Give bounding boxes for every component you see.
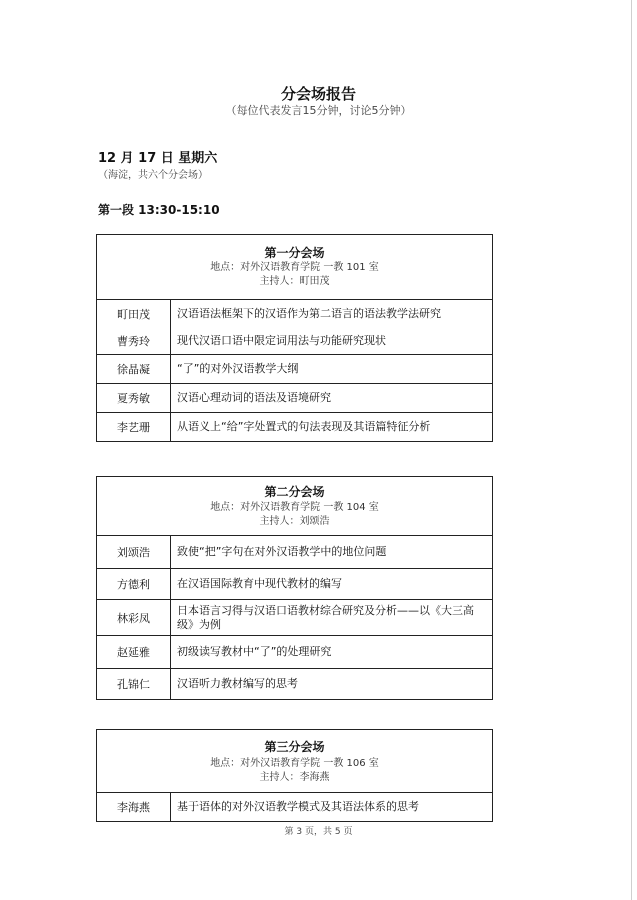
speaker-name: 孔锦仁 [97, 669, 171, 699]
venue-1-table [96, 234, 493, 442]
table-row [97, 412, 492, 441]
venue-3-location: 地点：对外汉语教育学院 一教 106 室 [210, 758, 379, 769]
venue-2-host: 主持人：刘颂浩 [259, 516, 330, 527]
table-row [97, 300, 492, 327]
session-date: 12 月 17 日 星期六 [98, 151, 218, 166]
table-row [97, 668, 492, 699]
segment-heading: 第一段 13:30-15:10 [98, 203, 220, 217]
talk-topic: 从语义上“给”字处置式的句法表现及其语篇特征分析 [177, 420, 431, 433]
speaker-name: 徐晶凝 [97, 355, 171, 383]
table-row [97, 793, 492, 821]
talk-topic: 在汉语国际教育中现代教材的编写 [177, 577, 342, 590]
venue-2-header [97, 477, 492, 536]
speaker-name: 曹秀玲 [97, 327, 171, 354]
session-date-note: （海淀，共六个分会场） [98, 170, 208, 181]
venue-2-table [96, 476, 493, 700]
speaker-name: 方德利 [97, 569, 171, 599]
speaker-name: 李海燕 [97, 793, 171, 821]
table-row [97, 599, 492, 635]
venue-1-host: 主持人：町田茂 [259, 276, 330, 287]
page-edge [631, 0, 632, 900]
talk-topic: 汉语听力教材编写的思考 [177, 677, 298, 690]
talk-topic: 现代汉语口语中限定词用法与功能研究现状 [177, 333, 386, 347]
venue-2-location: 地点：对外汉语教育学院 一教 104 室 [210, 502, 379, 513]
table-row [97, 383, 492, 412]
speaker-name: 町田茂 [97, 300, 171, 327]
speaker-name: 林彩凤 [97, 600, 171, 635]
talk-topic: “了”的对外汉语教学大纲 [177, 362, 299, 375]
venue-1-header [97, 235, 492, 300]
venue-1-name: 第一分会场 [264, 246, 325, 260]
talk-topic: 基于语体的对外汉语教学模式及其语法体系的思考 [177, 800, 419, 813]
table-row [97, 568, 492, 599]
speaker-name: 刘颂浩 [97, 536, 171, 568]
table-row [97, 354, 492, 383]
venue-3-name: 第三分会场 [264, 740, 325, 754]
page-number: 第 3 页，共 5 页 [284, 827, 353, 837]
talk-topic: 汉语心理动词的语法及语境研究 [177, 391, 331, 404]
talk-topic: 致使“把”字句在对外汉语教学中的地位问题 [177, 545, 387, 558]
talk-topic: 日本语言习得与汉语口语教材综合研究及分析——以《大三高级》为例 [177, 603, 474, 631]
page-title: 分会场报告 [280, 85, 356, 103]
speaker-name: 李艺珊 [97, 413, 171, 441]
page-subtitle: （每位代表发言15分钟，讨论5分钟） [225, 104, 412, 117]
table-row [97, 536, 492, 568]
venue-2-name: 第二分会场 [264, 485, 325, 499]
speaker-name: 赵延雅 [97, 636, 171, 668]
venue-1-location: 地点：对外汉语教育学院 一教 101 室 [210, 262, 379, 273]
table-row [97, 327, 492, 354]
venue-3-table [96, 729, 493, 822]
talk-topic: 初级读写教材中“了”的处理研究 [177, 645, 332, 658]
talk-topic: 汉语语法框架下的汉语作为第二语言的语法教学法研究 [177, 306, 441, 320]
table-row [97, 635, 492, 668]
venue-3-header [97, 730, 492, 793]
venue-3-host: 主持人：李海燕 [259, 772, 330, 783]
speaker-name: 夏秀敏 [97, 384, 171, 412]
